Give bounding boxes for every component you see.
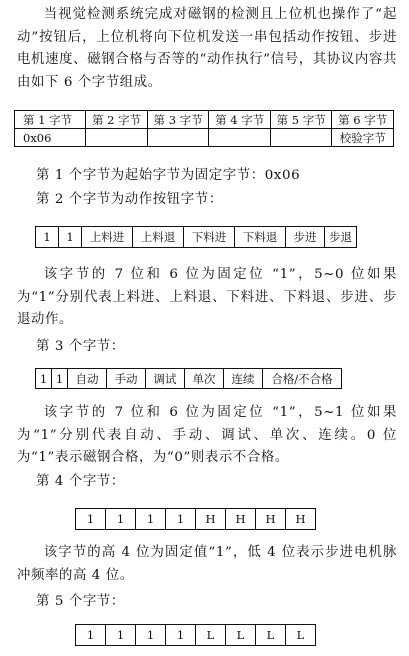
bit-cell: 1 (52, 369, 68, 389)
table-cell (270, 129, 332, 147)
bit-cell: 步进 (286, 227, 325, 248)
bit-cell: 1 (59, 227, 82, 248)
bit-cell: 1 (136, 509, 166, 530)
byte5-heading: 第 5 个字节： (36, 594, 125, 609)
byte3-bit-table (35, 368, 342, 389)
table-header-cell: 第 1 字节 (15, 111, 86, 129)
table-header-row (15, 111, 394, 129)
table-header-cell: 第 2 字节 (86, 111, 148, 129)
table-row (76, 509, 316, 530)
bit-cell: 1 (166, 625, 196, 646)
bit-cell: 连续 (224, 369, 263, 389)
bit-cell: 1 (166, 509, 196, 530)
bit-cell: 步退 (325, 227, 357, 248)
bit-cell: 1 (36, 369, 52, 389)
bit-cell: 自动 (68, 369, 107, 389)
byte2-bit-table (35, 226, 357, 248)
bit-cell: 上料进 (82, 227, 133, 248)
bit-cell: 调试 (146, 369, 185, 389)
bit-cell: 1 (76, 509, 106, 530)
table-cell: 0x06 (15, 129, 86, 147)
table-header-cell: 第 3 字节 (147, 111, 209, 129)
bit-cell: 下料退 (235, 227, 286, 248)
byte4-bit-table (75, 508, 316, 530)
bit-cell: 1 (106, 509, 136, 530)
bit-cell: 单次 (185, 369, 224, 389)
bit-cell: L (286, 625, 316, 646)
bit-cell: 下料进 (184, 227, 235, 248)
byte2-heading: 第 2 个字节为动作按钮字节： (36, 192, 223, 207)
table-row (36, 369, 342, 389)
bit-cell: 上料退 (133, 227, 184, 248)
protocol-table (14, 110, 394, 147)
byte5-bit-table (75, 624, 316, 646)
byte3-heading: 第 3 个字节： (36, 339, 125, 354)
byte4-heading: 第 4 个字节： (36, 474, 125, 489)
table-header-cell: 第 6 字节 (332, 111, 394, 129)
table-cell (209, 129, 271, 147)
byte3-explanation: 该字节的 7 位和 6 位为固定位 “1”，5~1 位如果为“1”分别代表自动、手动、调试、单次、连续。0 位为“1”表示磁钢合格，为“0”则表示不合格。 (17, 405, 397, 465)
bit-cell: 合格/不合格 (263, 369, 342, 389)
table-cell: 校验字节 (332, 129, 394, 147)
table-cell (86, 129, 148, 147)
byte1-description: 第 1 个字节为起始字节为固定字节：0x06 (36, 168, 301, 183)
bit-cell: 1 (76, 625, 106, 646)
bit-cell: 1 (36, 227, 59, 248)
bit-cell: H (226, 509, 256, 530)
table-cell (147, 129, 209, 147)
table-row (36, 227, 357, 248)
table-header-cell: 第 5 字节 (270, 111, 332, 129)
bit-cell: 手动 (107, 369, 146, 389)
intro-paragraph: 当视觉检测系统完成对磁钢的检测且上位机也操作了“起动”按钮后，上位机将向下位机发送一串包括动作按钮、步进电机速度、磁钢合格与否等的“动作执行”信号，其协议内容共由如下 6 个字节组成。 (17, 7, 397, 90)
bit-cell: H (256, 509, 286, 530)
bit-cell: L (256, 625, 286, 646)
bit-cell: L (226, 625, 256, 646)
byte4-explanation: 该字节的高 4 位为固定值“1”，低 4 位表示步进电机脉冲频率的高 4 位。 (17, 545, 397, 583)
table-row (76, 625, 316, 646)
bit-cell: H (286, 509, 316, 530)
table-row (15, 129, 394, 147)
bit-cell: 1 (136, 625, 166, 646)
byte2-explanation: 该字节的 7 位和 6 位为固定位 “1”，5~0 位如果为“1”分别代表上料进、上料退、下料进、下料退、步进、步退动作。 (17, 267, 397, 327)
table-header-cell: 第 4 字节 (209, 111, 271, 129)
bit-cell: 1 (106, 625, 136, 646)
bit-cell: L (196, 625, 226, 646)
bit-cell: H (196, 509, 226, 530)
